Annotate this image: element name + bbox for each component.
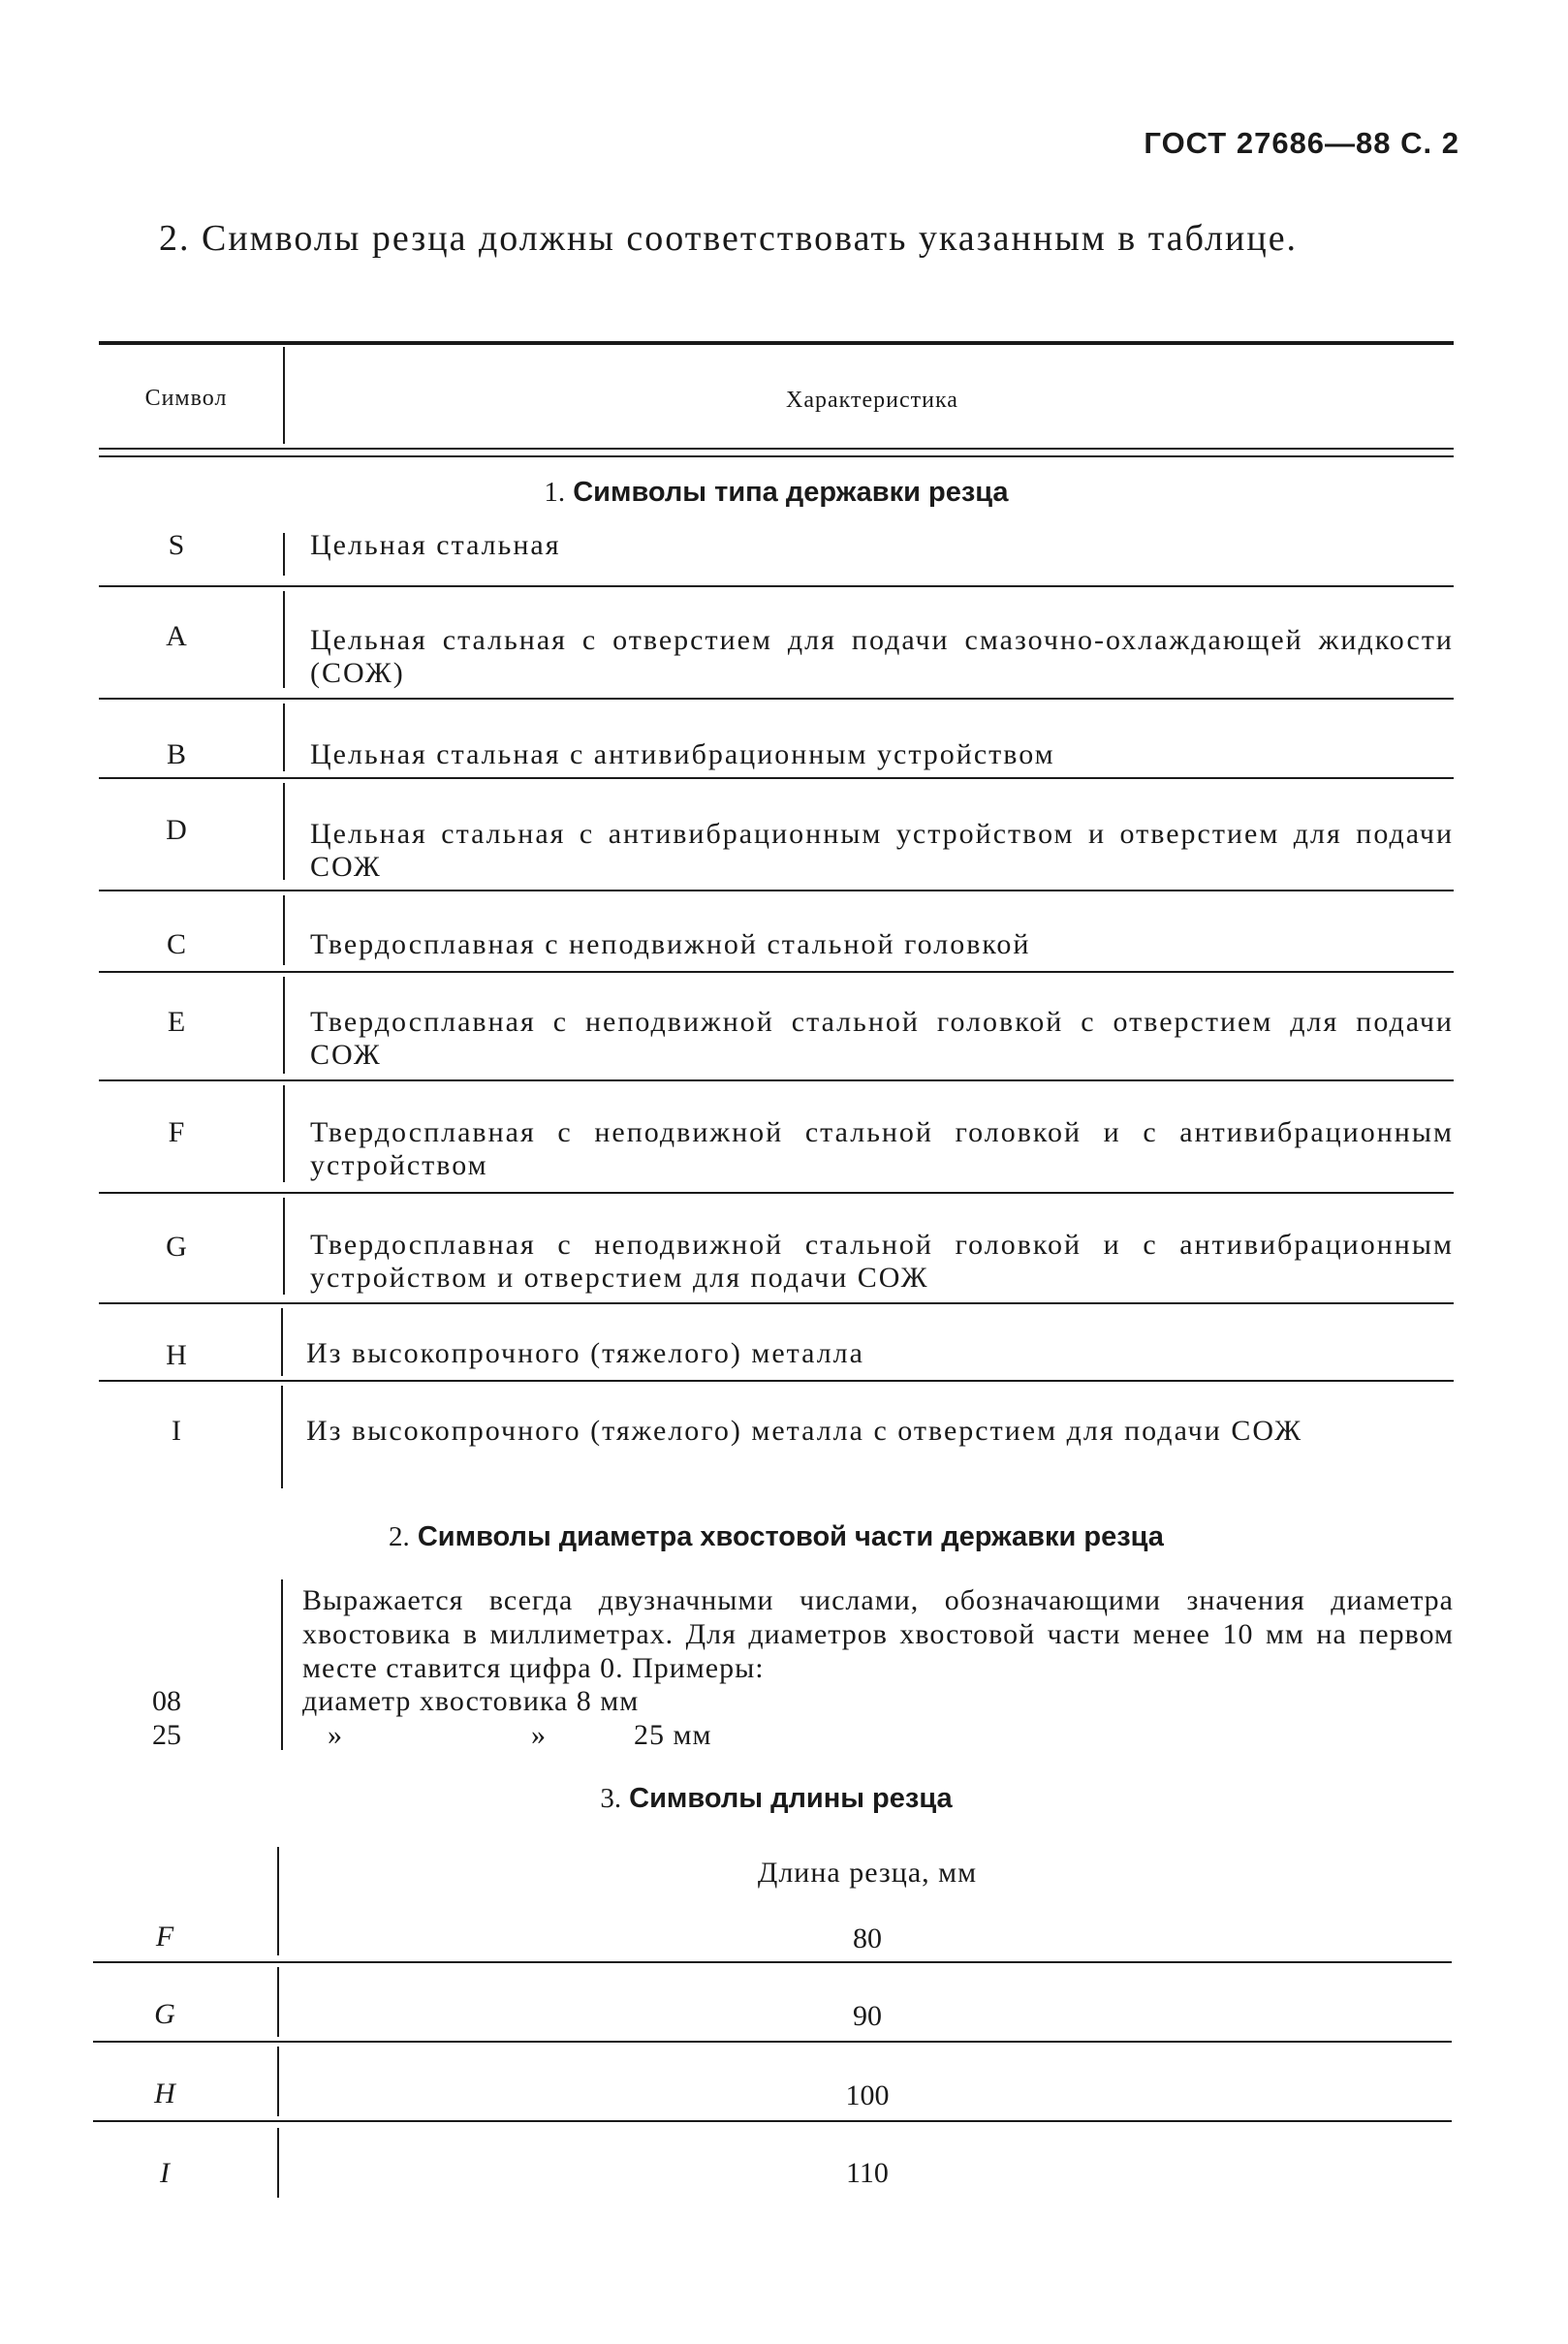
row-rule <box>99 890 1454 891</box>
symbol-H: H <box>166 1339 187 1371</box>
row-divider <box>283 1085 285 1182</box>
section-1-heading <box>99 477 1454 509</box>
char-I: Из высокопрочного (тяжелого) металла с отверстием для подачи СОЖ <box>306 1415 1303 1447</box>
row-divider <box>283 895 285 965</box>
table-top-rule <box>99 341 1454 345</box>
section-3-header-divider <box>277 1847 279 1955</box>
section-1-number: 1. <box>544 477 566 508</box>
section-2-example-1: диаметр хвостовика 8 мм <box>302 1685 640 1717</box>
section-2-ditto-2: » <box>531 1719 546 1751</box>
row-rule <box>99 1079 1454 1081</box>
section-2-symbol-08: 08 <box>152 1685 181 1717</box>
length-row-divider <box>277 2047 279 2116</box>
section-2-symbol-25: 25 <box>152 1719 181 1751</box>
char-B: Цельная стальная с антивибрационным устройством <box>310 738 1055 770</box>
column-header-symbol: Символ <box>144 386 228 411</box>
section-3-heading <box>99 1783 1454 1815</box>
length-value-G: 90 <box>853 2000 882 2032</box>
header-divider <box>283 347 285 444</box>
header-rule-1 <box>99 448 1454 450</box>
symbol-D: D <box>166 814 187 846</box>
symbol-G: G <box>166 1231 187 1263</box>
section-2-divider <box>281 1579 283 1750</box>
char-C: Твердосплавная с неподвижной стальной головкой <box>310 928 1031 960</box>
row-divider <box>283 1198 285 1295</box>
row-divider <box>283 783 285 880</box>
char-G: Твердосплавная с неподвижной стальной головкой и с антивибрационным устройством и отверстием для подачи СОЖ <box>310 1229 1454 1294</box>
symbol-B: B <box>166 738 186 770</box>
length-symbol-F: F <box>155 1921 174 1953</box>
section-2-heading <box>99 1521 1454 1553</box>
length-row-rule <box>93 1961 1452 1963</box>
length-value-F: 80 <box>853 1922 882 1954</box>
row-rule <box>99 1192 1454 1194</box>
char-H: Из высокопрочного (тяжелого) металла <box>306 1337 864 1369</box>
length-row-rule <box>93 2041 1452 2043</box>
row-divider <box>281 1386 283 1488</box>
row-divider <box>283 533 285 576</box>
section-3-column-header: Длина резца, мм <box>757 1857 978 1889</box>
length-symbol-G: G <box>154 1998 175 2030</box>
length-value-H: 100 <box>845 2079 890 2111</box>
row-rule <box>99 777 1454 779</box>
page-header: ГОСТ 27686—88 С. 2 <box>1144 126 1459 160</box>
symbol-E: E <box>167 1006 186 1038</box>
section-2-title: Символы диаметра хвостовой части державки резца <box>417 1521 1164 1552</box>
length-symbol-H: H <box>154 2078 175 2110</box>
length-row-divider <box>277 2128 279 2198</box>
symbol-S: S <box>168 529 185 561</box>
length-value-I: 110 <box>846 2157 889 2189</box>
length-symbol-I: I <box>160 2157 170 2189</box>
row-divider <box>283 977 285 1074</box>
symbol-C: C <box>166 928 186 960</box>
char-D: Цельная стальная с антивибрационным устройством и отверстием для подачи СОЖ <box>310 818 1454 883</box>
symbol-F: F <box>168 1116 185 1148</box>
length-row-rule <box>93 2120 1452 2122</box>
char-E: Твердосплавная с неподвижной стальной головкой с отверстием для подачи СОЖ <box>310 1006 1454 1071</box>
header-rule-2 <box>99 455 1454 457</box>
length-row-divider <box>277 1967 279 2037</box>
row-rule <box>99 698 1454 700</box>
section-1-title: Символы типа державки резца <box>573 477 1009 508</box>
intro-paragraph: 2. Символы резца должны соответствовать указанным в таблице. <box>159 218 1299 259</box>
section-3-title: Символы длины резца <box>629 1783 953 1814</box>
row-rule <box>99 585 1454 587</box>
symbol-I: I <box>172 1415 181 1447</box>
section-2-number: 2. <box>389 1521 410 1552</box>
row-rule <box>99 1380 1454 1382</box>
column-header-characteristic: Характеристика <box>786 388 958 413</box>
symbol-A: A <box>166 620 187 652</box>
char-F: Твердосплавная с неподвижной стальной головкой и с антивибрационным устройством <box>310 1116 1454 1181</box>
row-divider <box>283 703 285 771</box>
char-S: Цельная стальная <box>310 529 561 561</box>
section-2-description: Выражается всегда двузначными числами, обозначающими значения диаметра хвостовика в миллиметрах. Для диаметров хвостовой части менее 10 мм на первом месте ставится цифра 0. Примеры: <box>302 1584 1454 1684</box>
row-divider <box>283 591 285 688</box>
section-2-ditto-1: » <box>328 1719 342 1751</box>
row-rule <box>99 971 1454 973</box>
row-divider <box>281 1308 283 1376</box>
section-2-example-2-value: 25 мм <box>634 1719 712 1751</box>
char-A: Цельная стальная с отверстием для подачи смазочно-охлаждающей жидкости (СОЖ) <box>310 624 1454 689</box>
section-3-number: 3. <box>600 1783 622 1814</box>
row-rule <box>99 1302 1454 1304</box>
